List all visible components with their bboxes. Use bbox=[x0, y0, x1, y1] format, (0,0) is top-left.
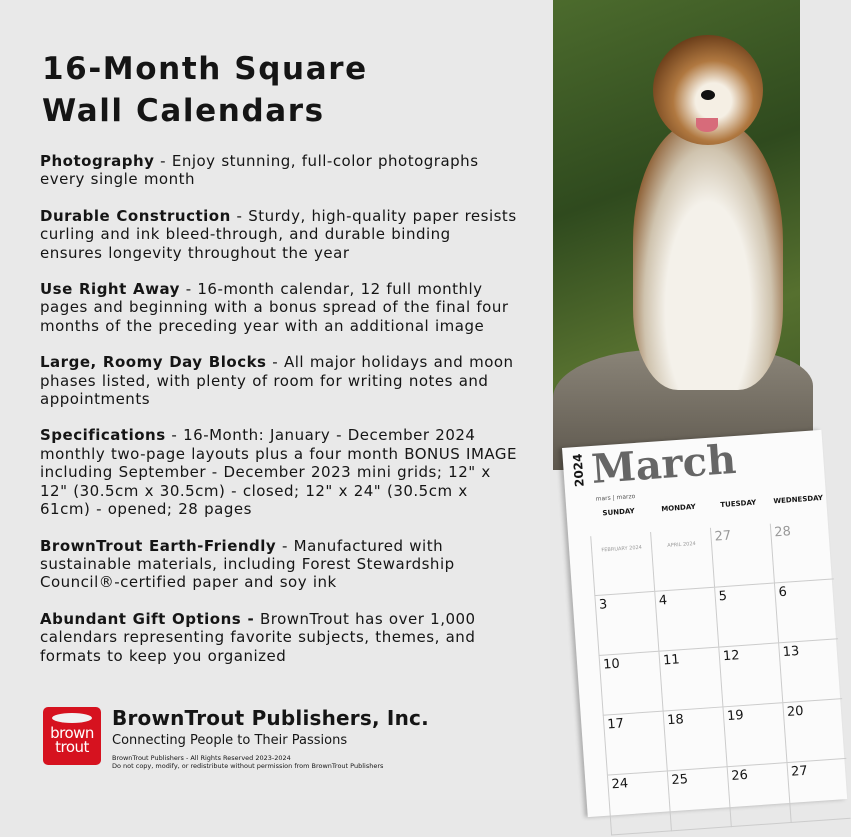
day-cell[interactable]: 6 bbox=[774, 579, 838, 643]
day-cell[interactable]: 26 bbox=[727, 763, 791, 827]
feature-item: Specifications - 16-Month: January - December 2024 monthly two-page layouts plus a four month BONUS IMAGE including September - December 2023 mini grids; 12" x 12" (30.5cm x 30.5cm) - closed; 12" x 24" (30.5cm x 61cm) - opened; 28 pages bbox=[40, 426, 518, 519]
day-header: TUESDAY bbox=[720, 498, 757, 510]
calendar-year: 2024 bbox=[570, 453, 587, 488]
day-cell[interactable]: 11 bbox=[658, 648, 722, 712]
calendar-month: March bbox=[589, 435, 738, 493]
day-cell[interactable]: 20 bbox=[782, 699, 846, 763]
trout-icon bbox=[52, 713, 92, 723]
feature-list bbox=[40, 152, 518, 683]
page-title: 16-Month Square Wall Calendars bbox=[42, 51, 368, 129]
feature-item: Abundant Gift Options - BrownTrout has over 1,000 calendars representing favorite subjects, themes, and formats to keep you organized bbox=[40, 609, 476, 665]
day-cell[interactable]: 13 bbox=[778, 639, 842, 703]
feature-item: BrownTrout Earth-Friendly - Manufactured with sustainable materials, including Forest Stewardship Council®-certified paper and soy ink bbox=[40, 536, 455, 592]
day-cell[interactable]: 28 bbox=[770, 520, 834, 584]
day-cell[interactable]: 25 bbox=[667, 767, 731, 831]
day-cell[interactable]: 12 bbox=[718, 643, 782, 707]
day-header: SUNDAY bbox=[602, 507, 635, 518]
feature-item: Durable Construction - Sturdy, high-quality paper resists curling and ink bleed-through, and durable binding ensures longevity throughout the year bbox=[40, 206, 517, 262]
feature-item: Photography - Enjoy stunning, full-color photographs every single month bbox=[40, 152, 479, 189]
collie-photo bbox=[553, 0, 800, 455]
calendar-page: 2024 March mars | marzo SUNDAY MONDAY TUESDAY WEDNESDAY FEBRUARY 2024 APRIL 2024 27 28 3 4 5 6 10 11 12 13 17 18 19 20 24 25 26 27 bbox=[562, 430, 847, 817]
browntrout-logo: brown trout bbox=[43, 707, 101, 765]
day-cell[interactable]: 18 bbox=[663, 707, 727, 771]
day-cell[interactable]: 5 bbox=[714, 584, 778, 648]
mini-calendar[interactable]: APRIL 2024 bbox=[650, 528, 714, 592]
feature-item: Large, Roomy Day Blocks - All major holidays and moon phases listed, with plenty of room for writing notes and appointments bbox=[40, 353, 514, 409]
publisher-info: BrownTrout Publishers, Inc. Connecting People to Their Passions BrownTrout Publishers - All Rights Reserved 2023-2024 Do not copy, modify, or redistribute without permission from BrownTrout Publishers bbox=[112, 706, 429, 770]
day-header: WEDNESDAY bbox=[773, 493, 824, 506]
day-cell[interactable]: 3 bbox=[594, 592, 658, 656]
day-cell[interactable]: 10 bbox=[599, 652, 663, 716]
day-cell[interactable]: 27 bbox=[710, 524, 774, 588]
day-cell[interactable]: 17 bbox=[603, 712, 667, 776]
day-cell[interactable]: 27 bbox=[787, 759, 851, 823]
day-cell[interactable]: 24 bbox=[607, 771, 671, 835]
feature-item: Use Right Away - 16-month calendar, 12 full monthly pages and beginning with a bonus spread of the final four months of the preceding year with an additional image bbox=[40, 280, 509, 335]
day-header: MONDAY bbox=[661, 502, 696, 514]
day-cell[interactable]: 19 bbox=[722, 703, 786, 767]
day-cell[interactable]: 4 bbox=[654, 588, 718, 652]
mini-calendar[interactable]: FEBRUARY 2024 bbox=[590, 532, 654, 596]
